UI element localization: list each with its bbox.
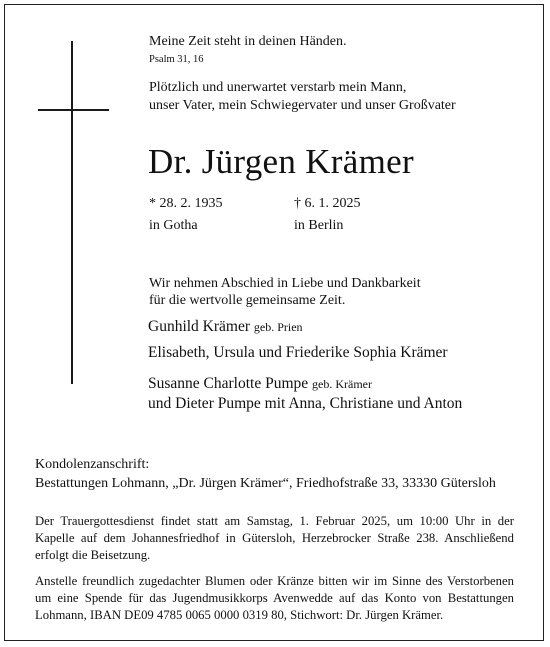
donation-line: Anstelle freundlich zugedachter Blumen oder Kränze bitten wir im Sinne des Verstorbenen — [35, 574, 514, 588]
cross-horizontal-bar — [38, 109, 109, 111]
death-info — [294, 193, 361, 237]
deceased-name: Dr. Jürgen Krämer — [148, 142, 414, 181]
birth-info — [149, 193, 223, 237]
intro-text — [149, 79, 456, 115]
service-line: erfolgt die Beisetzung. — [35, 548, 151, 562]
donation-line: um eine Spende für das Jugendmusikkorps Avenwedde auf das Konto von Bestattungen — [35, 591, 514, 605]
death-place: in Berlin — [294, 218, 344, 233]
family-line-daughters: Elisabeth, Ursula und Friederike Sophia Krämer — [148, 344, 448, 361]
family-line-grandchildren: und Dieter Pumpe mit Anna, Christiane und Anton — [148, 395, 463, 412]
donation-paragraph — [35, 573, 514, 624]
intro-line: unser Vater, mein Schwiegervater und unser Großvater — [149, 98, 456, 113]
service-paragraph — [35, 513, 514, 564]
condolence-label: Kondolenzanschrift: — [35, 457, 150, 472]
service-line: Kapelle auf dem Johannesfriedhof in Gütersloh, Herzebrocker Straße 238. Anschließend — [35, 531, 514, 545]
spouse-name: Gunhild Krämer — [148, 318, 251, 335]
spouse-maiden-name: geb. Prien — [253, 320, 303, 334]
condolence-address — [35, 455, 496, 493]
farewell-line: Wir nehmen Abschied in Liebe und Dankbarkeit — [149, 276, 421, 291]
farewell-text — [149, 275, 421, 309]
family-line-spouse — [148, 318, 303, 336]
service-line: Der Trauergottesdienst findet statt am Samstag, 1. Februar 2025, um 10:00 Uhr in der — [35, 514, 514, 528]
farewell-line: für die wertvolle gemeinsame Zeit. — [149, 293, 346, 308]
condolence-address-text: Bestattungen Lohmann, „Dr. Jürgen Krämer“, Friedhofstraße 33, 33330 Gütersloh — [35, 476, 496, 491]
birth-place: in Gotha — [149, 218, 198, 233]
family-line-daughter-family — [148, 374, 462, 414]
birth-date: * 28. 2. 1935 — [149, 196, 223, 211]
donation-line: Lohmann, IBAN DE09 4785 0065 0000 0319 80, Stichwort: Dr. Jürgen Krämer. — [35, 608, 444, 622]
death-date: † 6. 1. 2025 — [294, 196, 361, 211]
daughter-maiden-name: geb. Krämer — [312, 377, 373, 391]
motto-text: Meine Zeit steht in deinen Händen. — [149, 34, 347, 49]
cross-vertical-bar — [71, 41, 73, 384]
psalm-reference: Psalm 31, 16 — [149, 54, 204, 65]
intro-line: Plötzlich und unerwartet verstarb mein Mann, — [149, 80, 407, 95]
daughter-name: Susanne Charlotte Pumpe — [148, 375, 309, 392]
